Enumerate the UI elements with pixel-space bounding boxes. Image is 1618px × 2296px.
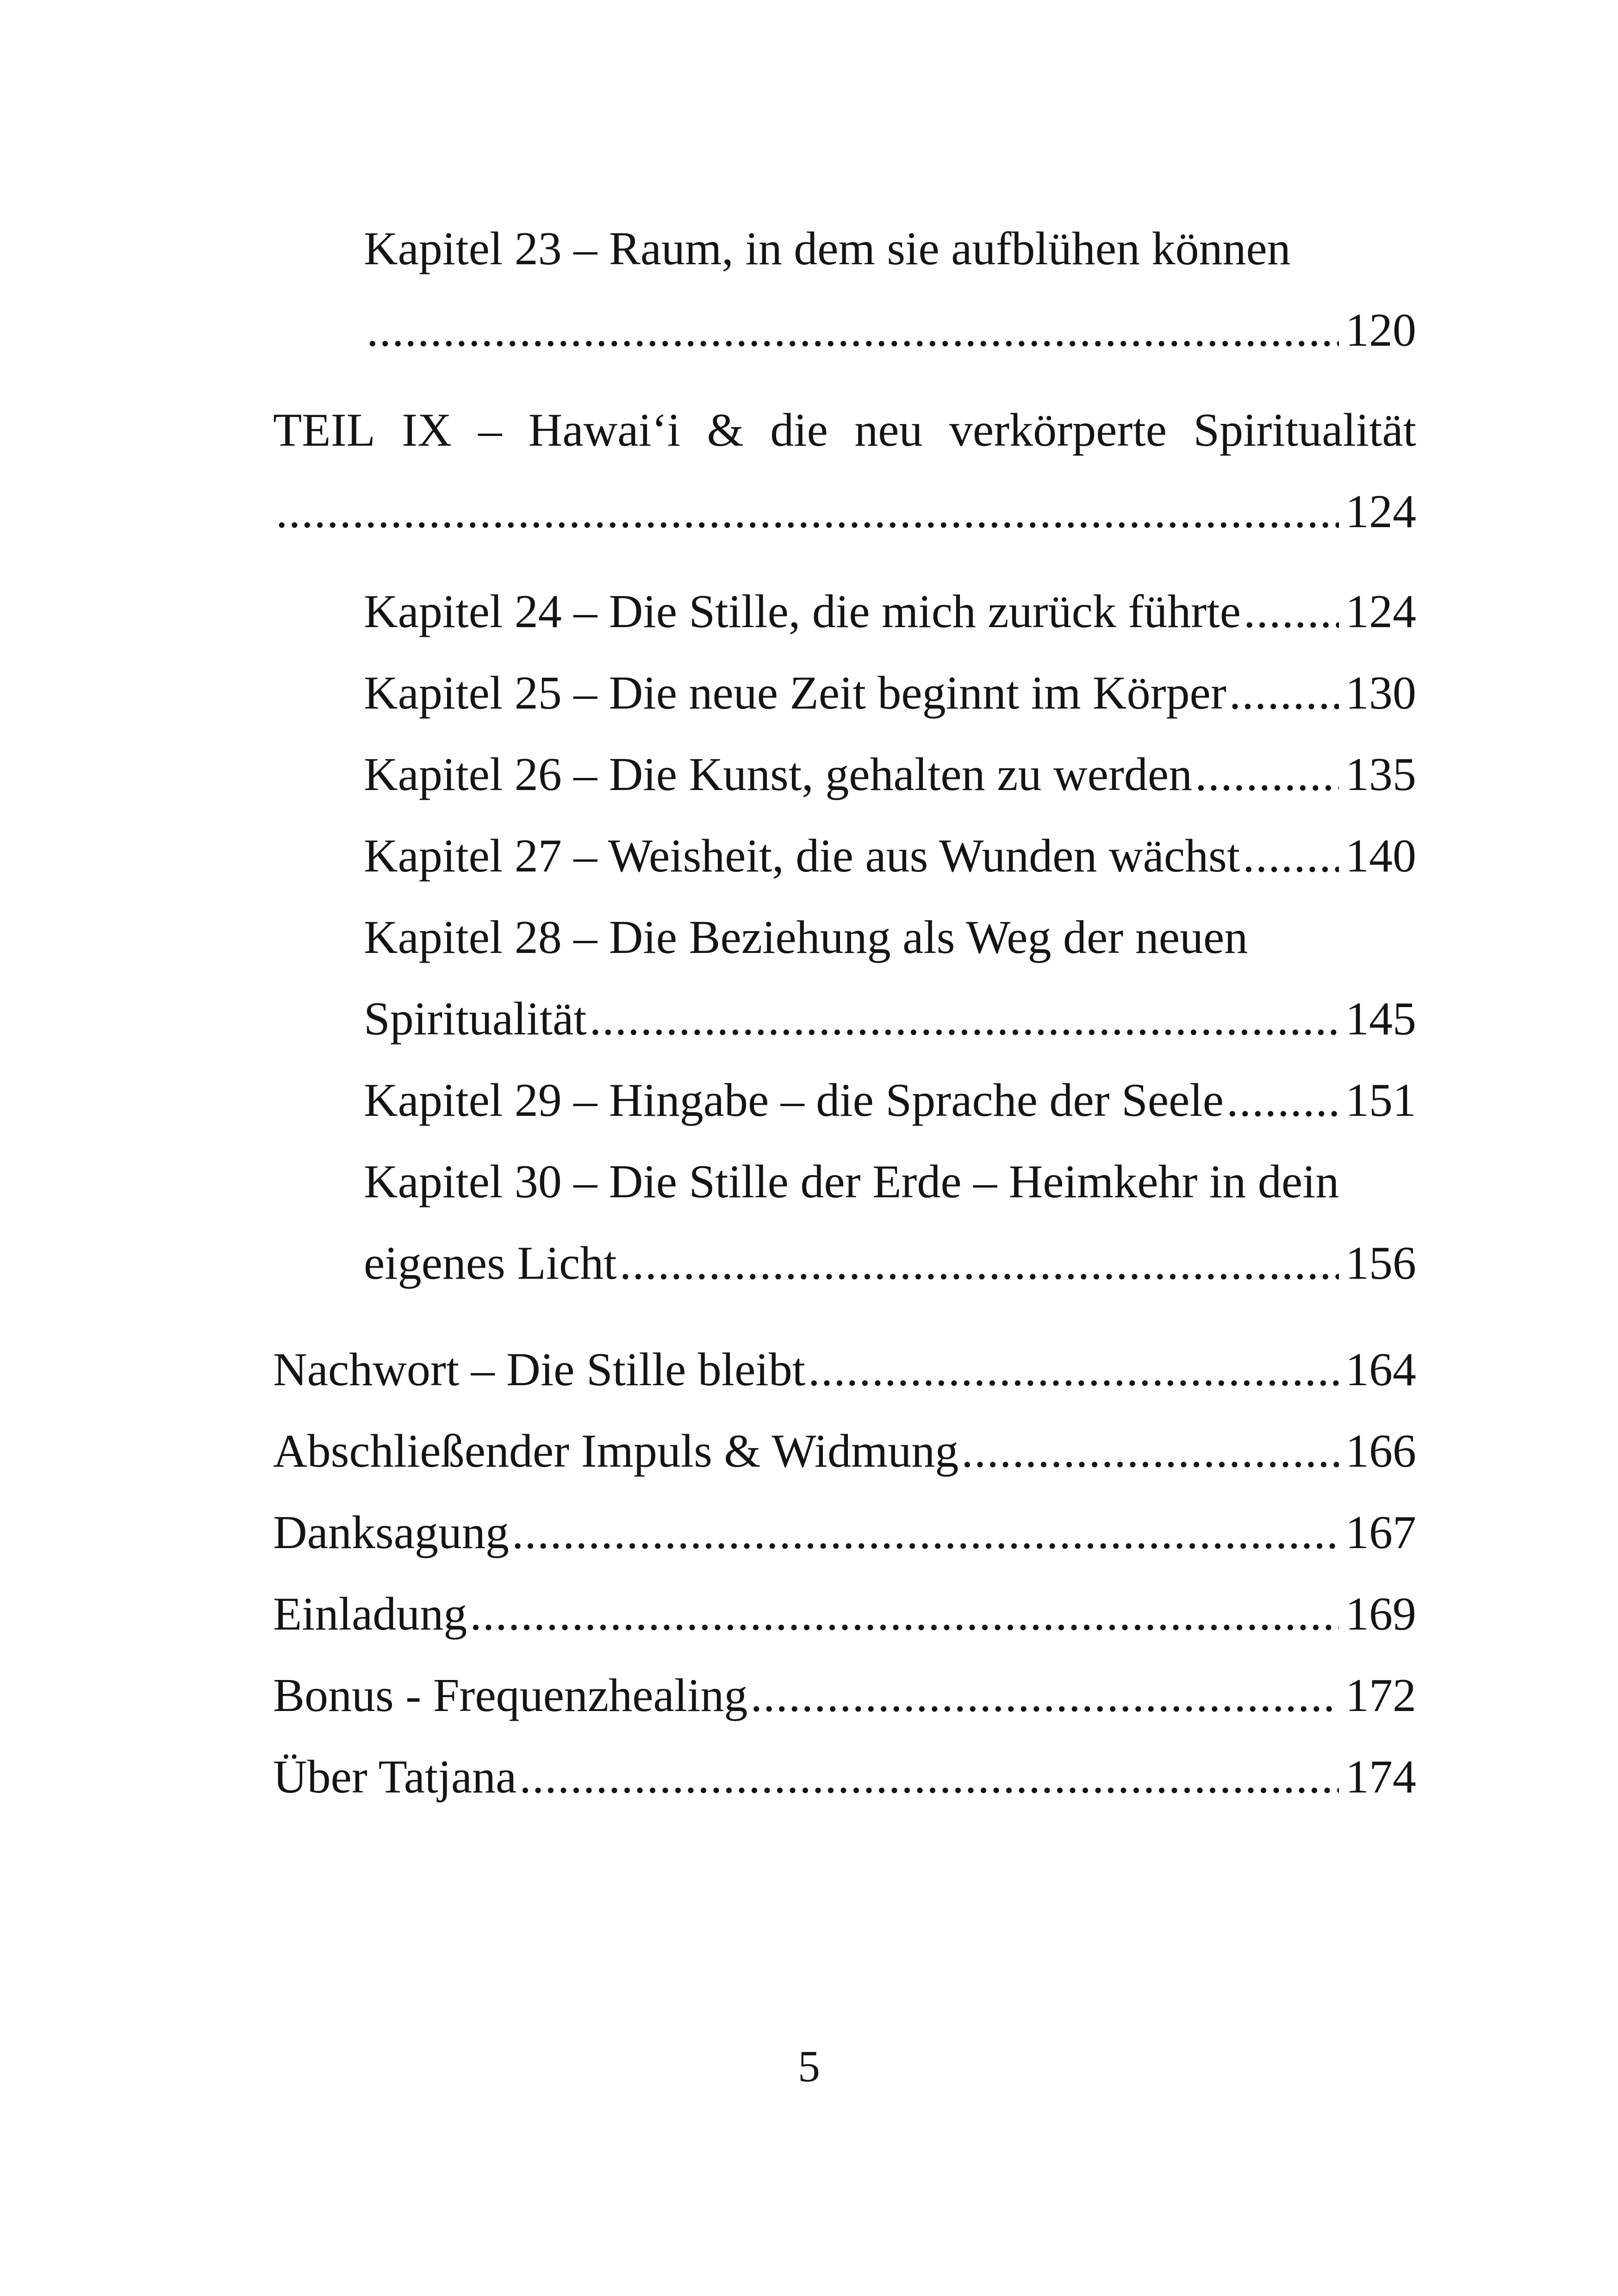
dot-leader [1195, 734, 1339, 815]
toc-page-number: 172 [1345, 1669, 1416, 1722]
toc-entry-title: Abschließender Impuls & Widmung [273, 1425, 959, 1477]
title-word: Spiritualität [1193, 404, 1416, 456]
toc-entry-row [273, 1574, 1416, 1655]
toc-entry-kapitel-30 [273, 1141, 1416, 1304]
title-word: die [770, 404, 828, 456]
toc-entry-kapitel-26 [273, 734, 1416, 815]
toc-entry-row [364, 734, 1416, 815]
toc-entry-ueber-tatjana [273, 1736, 1416, 1818]
toc-entry-title: Kapitel 29 – Hingabe – die Sprache der Seele [364, 1074, 1224, 1126]
title-word: neu [854, 404, 923, 456]
toc-entry-row [364, 1060, 1416, 1141]
dot-leader [961, 1411, 1339, 1492]
dot-leader [590, 978, 1339, 1060]
table-of-contents [273, 208, 1416, 1818]
toc-page-number: 151 [1345, 1074, 1416, 1126]
toc-page-number: 164 [1345, 1344, 1416, 1396]
title-word: verkörperte [949, 404, 1167, 456]
title-word: IX [402, 404, 452, 456]
toc-entry-row [273, 1492, 1416, 1574]
toc-entry-title: Über Tatjana [273, 1751, 517, 1803]
toc-entry-row [273, 1736, 1416, 1818]
toc-page-number: 169 [1345, 1588, 1416, 1640]
toc-entry-row [364, 978, 1416, 1060]
toc-entry-row [364, 815, 1416, 897]
toc-page-number: 120 [1345, 304, 1416, 356]
dot-leader [367, 290, 1339, 371]
toc-entry-leader-row [273, 471, 1416, 553]
toc-entry-row [364, 1223, 1416, 1304]
toc-entry-kapitel-28 [273, 897, 1416, 1060]
toc-entry-danksagung [273, 1492, 1416, 1574]
toc-entry-einladung [273, 1574, 1416, 1655]
dot-leader [1226, 1060, 1339, 1141]
toc-entry-kapitel-23 [273, 208, 1416, 371]
toc-entry-title: Bonus - Frequenzhealing [273, 1669, 748, 1722]
toc-entry-title: Kapitel 26 – Die Kunst, gehalten zu werden [364, 748, 1193, 801]
dot-leader [1229, 653, 1339, 734]
toc-page-number: 167 [1345, 1506, 1416, 1559]
toc-page-number: 174 [1345, 1751, 1416, 1803]
toc-entry-title: Einladung [273, 1588, 467, 1640]
dot-leader [808, 1329, 1339, 1411]
toc-entry-kapitel-29 [273, 1060, 1416, 1141]
title-word: – [478, 404, 502, 456]
toc-page-number: 124 [1345, 585, 1416, 638]
dot-leader [470, 1574, 1339, 1655]
toc-entry-row [273, 1411, 1416, 1492]
toc-entry-title-continued: Spiritualität [364, 993, 587, 1045]
dot-leader [276, 471, 1339, 553]
toc-entry-kapitel-27 [273, 815, 1416, 897]
dot-leader [512, 1492, 1339, 1574]
dot-leader [519, 1736, 1339, 1818]
title-word: Hawai‘i [528, 404, 681, 456]
toc-page-number: 135 [1345, 748, 1416, 801]
toc-entry-title: Kapitel 30 – Die Stille der Erde – Heimkehr in dein [364, 1156, 1339, 1208]
toc-entry-kapitel-24 [273, 571, 1416, 653]
toc-entry-title: Kapitel 28 – Die Beziehung als Weg der neuen [364, 911, 1248, 964]
toc-entry-title: Kapitel 27 – Weisheit, die aus Wunden wächst [364, 830, 1240, 882]
toc-entry-title: Nachwort – Die Stille bleibt [273, 1344, 806, 1396]
toc-entry-row [273, 1655, 1416, 1736]
dot-leader [1244, 571, 1339, 653]
toc-page-number: 156 [1345, 1237, 1416, 1289]
dot-leader [750, 1655, 1339, 1736]
toc-page-number: 130 [1345, 667, 1416, 719]
toc-entry-row [273, 1329, 1416, 1411]
toc-page-number: 140 [1345, 830, 1416, 882]
dot-leader [620, 1223, 1339, 1304]
toc-entry-bonus [273, 1655, 1416, 1736]
toc-entry-row [364, 653, 1416, 734]
toc-entry-kapitel-25 [273, 653, 1416, 734]
toc-entry-title: Kapitel 23 – Raum, in dem sie aufblühen können [364, 223, 1291, 275]
toc-entry-leader-row [364, 290, 1416, 371]
title-word: & [707, 404, 744, 456]
toc-entry-row [364, 571, 1416, 653]
toc-entry-title: Danksagung [273, 1506, 509, 1559]
toc-page-number: 124 [1345, 485, 1416, 538]
toc-page-number: 145 [1345, 993, 1416, 1045]
dot-leader [1243, 815, 1339, 897]
toc-entry-nachwort [273, 1329, 1416, 1411]
toc-entry-title: Kapitel 24 – Die Stille, die mich zurück führte [364, 585, 1241, 638]
toc-entry-title [273, 390, 1416, 471]
page-number: 5 [798, 2041, 820, 2091]
toc-entry-title-continued: eigenes Licht [364, 1237, 617, 1289]
toc-entry-teil-9 [273, 390, 1416, 553]
toc-page-number: 166 [1345, 1425, 1416, 1477]
toc-entry-title: Kapitel 25 – Die neue Zeit beginnt im Körper [364, 667, 1226, 719]
toc-entry-impuls [273, 1411, 1416, 1492]
title-word: TEIL [273, 404, 375, 456]
